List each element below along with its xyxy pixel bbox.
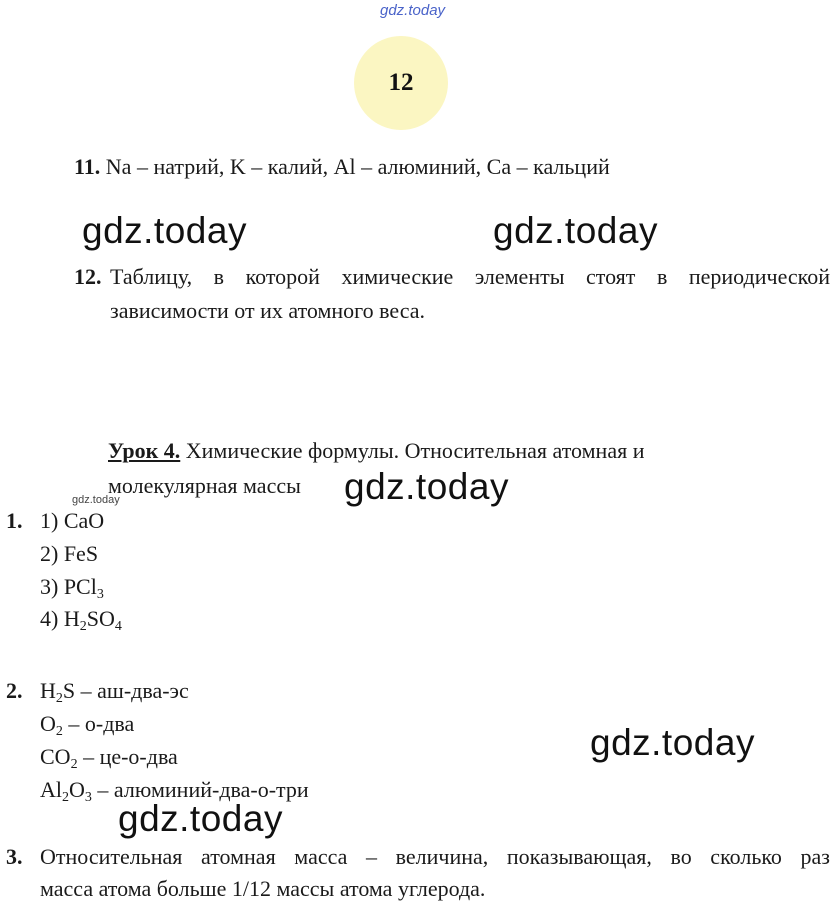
a1-item-1-text: 1) CaO [40,508,105,533]
a1-item-4-mid: SO [86,606,115,631]
a1-item-3 [40,570,104,603]
a2-item-4-f1: Al [40,777,62,802]
q12-number-wrap [74,260,102,293]
watermark-4: gdz.today [590,722,755,763]
q11-line [74,150,610,183]
a2-item-4-s2: 3 [84,790,92,805]
a3-number: 3. [6,844,23,869]
a2-item-1-rest: – аш-два-эс [75,678,189,703]
a2-item-4-s1: 2 [62,790,69,805]
a3-line-2: масса атома больше 1/12 массы атома углерода. [40,876,486,901]
watermark-2: gdz.today [493,210,658,251]
a2-item-3 [40,740,178,773]
a2-item-1 [40,674,189,707]
a1-item-3-text: 3) PCl [40,574,97,599]
q11-number: 11. [74,154,101,179]
q12-number: 12. [74,264,102,289]
a1-item-4-sub2: 4 [114,619,122,634]
a2-item-2 [40,707,134,740]
a1-item-4 [40,602,122,635]
q12-line-1: Таблицу, в которой химические элементы стоят в периодической [110,264,830,289]
a1-number-wrap [6,504,23,537]
a2-item-2-f1: O [40,711,56,736]
a2-item-1-f1: H [40,678,56,703]
a1-item-2-text: 2) FeS [40,541,99,566]
watermark-5: gdz.today [118,798,283,839]
a2-item-4-rest: – алюминий-два-о-три [91,777,309,802]
lesson-title-2: молекулярная массы [108,473,301,498]
a1-item-1 [40,504,104,537]
a1-item-4-text: 4) H [40,606,80,631]
a3-number-wrap [6,840,23,873]
watermark-small: gdz.today [72,494,120,506]
a1-number: 1. [6,508,23,533]
watermark-3: gdz.today [344,466,509,507]
a2-item-3-s1: 2 [70,757,78,772]
a2-item-2-s1: 2 [55,724,63,739]
lesson-title-1: Химические формулы. Относительная атомная и [180,438,645,463]
a2-item-1-f2: S [62,678,76,703]
a2-number: 2. [6,678,23,703]
a2-item-1-s1: 2 [55,691,63,706]
a2-item-2-rest: – о-два [62,711,135,736]
q11-text: Na – натрий, K – калий, Al – алюминий, Ca – кальций [105,154,610,179]
q12-line-2: зависимости от их атомного веса. [110,298,426,323]
a1-item-3-sub: 3 [96,587,104,602]
a3-line-1: Относительная атомная масса – величина, показывающая, во сколько раз [40,844,830,869]
a2-item-3-rest: – це-о-два [77,744,178,769]
lesson-label: Урок 4. [108,438,181,463]
page-number: 12 [388,69,414,96]
lesson-heading [108,434,645,467]
a2-item-4-f2: O [69,777,85,802]
watermark-top: gdz.today [380,2,446,19]
watermark-1: gdz.today [82,210,247,251]
a2-item-3-f1: CO [40,744,71,769]
a1-item-2 [40,537,98,570]
a2-number-wrap [6,674,23,707]
a1-item-4-sub1: 2 [79,619,87,634]
